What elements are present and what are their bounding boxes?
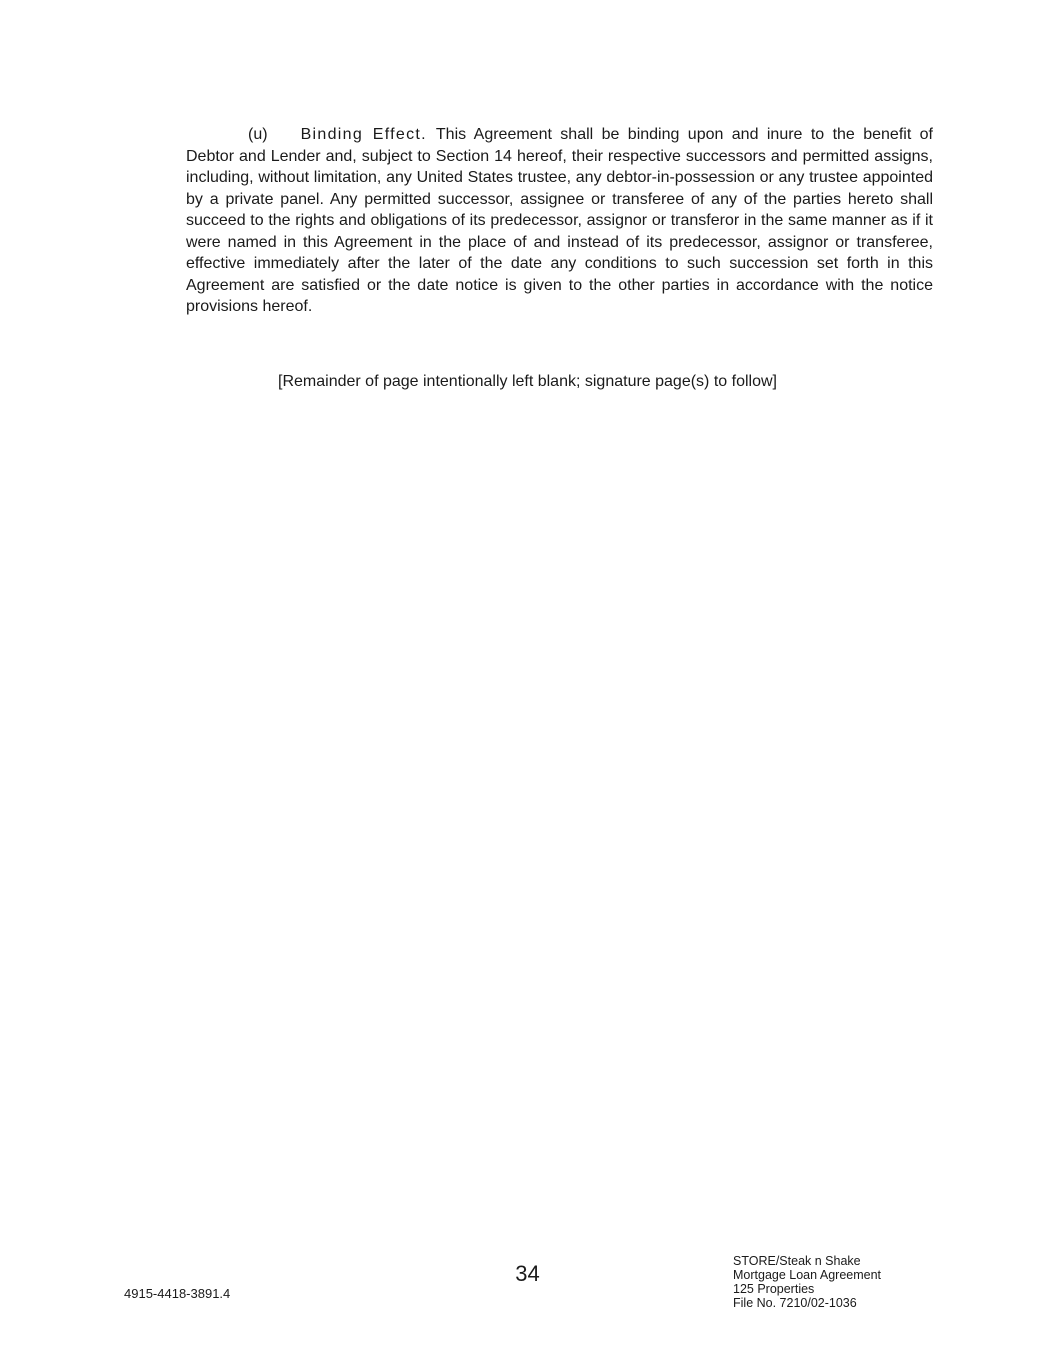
- footer-reference-line-2: Mortgage Loan Agreement: [733, 1268, 882, 1282]
- footer-reference-line-1: STORE/Steak n Shake: [733, 1254, 861, 1268]
- paragraph-number: (u): [248, 126, 268, 143]
- footer-reference-block: [733, 1254, 881, 1310]
- footer-reference-line-3: 125 Properties: [733, 1282, 815, 1296]
- footer-reference-line-4: File No. 7210/02-1036: [733, 1296, 857, 1310]
- paragraph-heading: Binding Effect.: [300, 126, 427, 143]
- page-number: 34: [515, 1261, 540, 1286]
- remainder-notice: [Remainder of page intentionally left blank; signature page(s) to follow]: [278, 373, 777, 390]
- paragraph-body-text: This Agreement shall be binding upon and inure to the benefit of Debtor and Lender and, subject to Section 14 hereof, their respective successors and permitted assigns, including, without limitation, any United States trustee, any debtor-in-possession or any trustee appointed by a private panel. Any permitted successor, assignee or transferee of any of the parties hereto shall succeed to the rights and obligations of its predecessor, assignor or transferor in the same manner as if it were named in this Agreement in the place of and instead of its predecessor, assignor or transferee, effective immediately after the later of the date any conditions to such succession set forth in this Agreement are satisfied or the date notice is given to the other parties in accordance with the notice provisions hereof.: [186, 126, 933, 315]
- document-control-number: 4915-4418-3891.4: [124, 1286, 231, 1301]
- paragraph-binding-effect: [186, 124, 933, 318]
